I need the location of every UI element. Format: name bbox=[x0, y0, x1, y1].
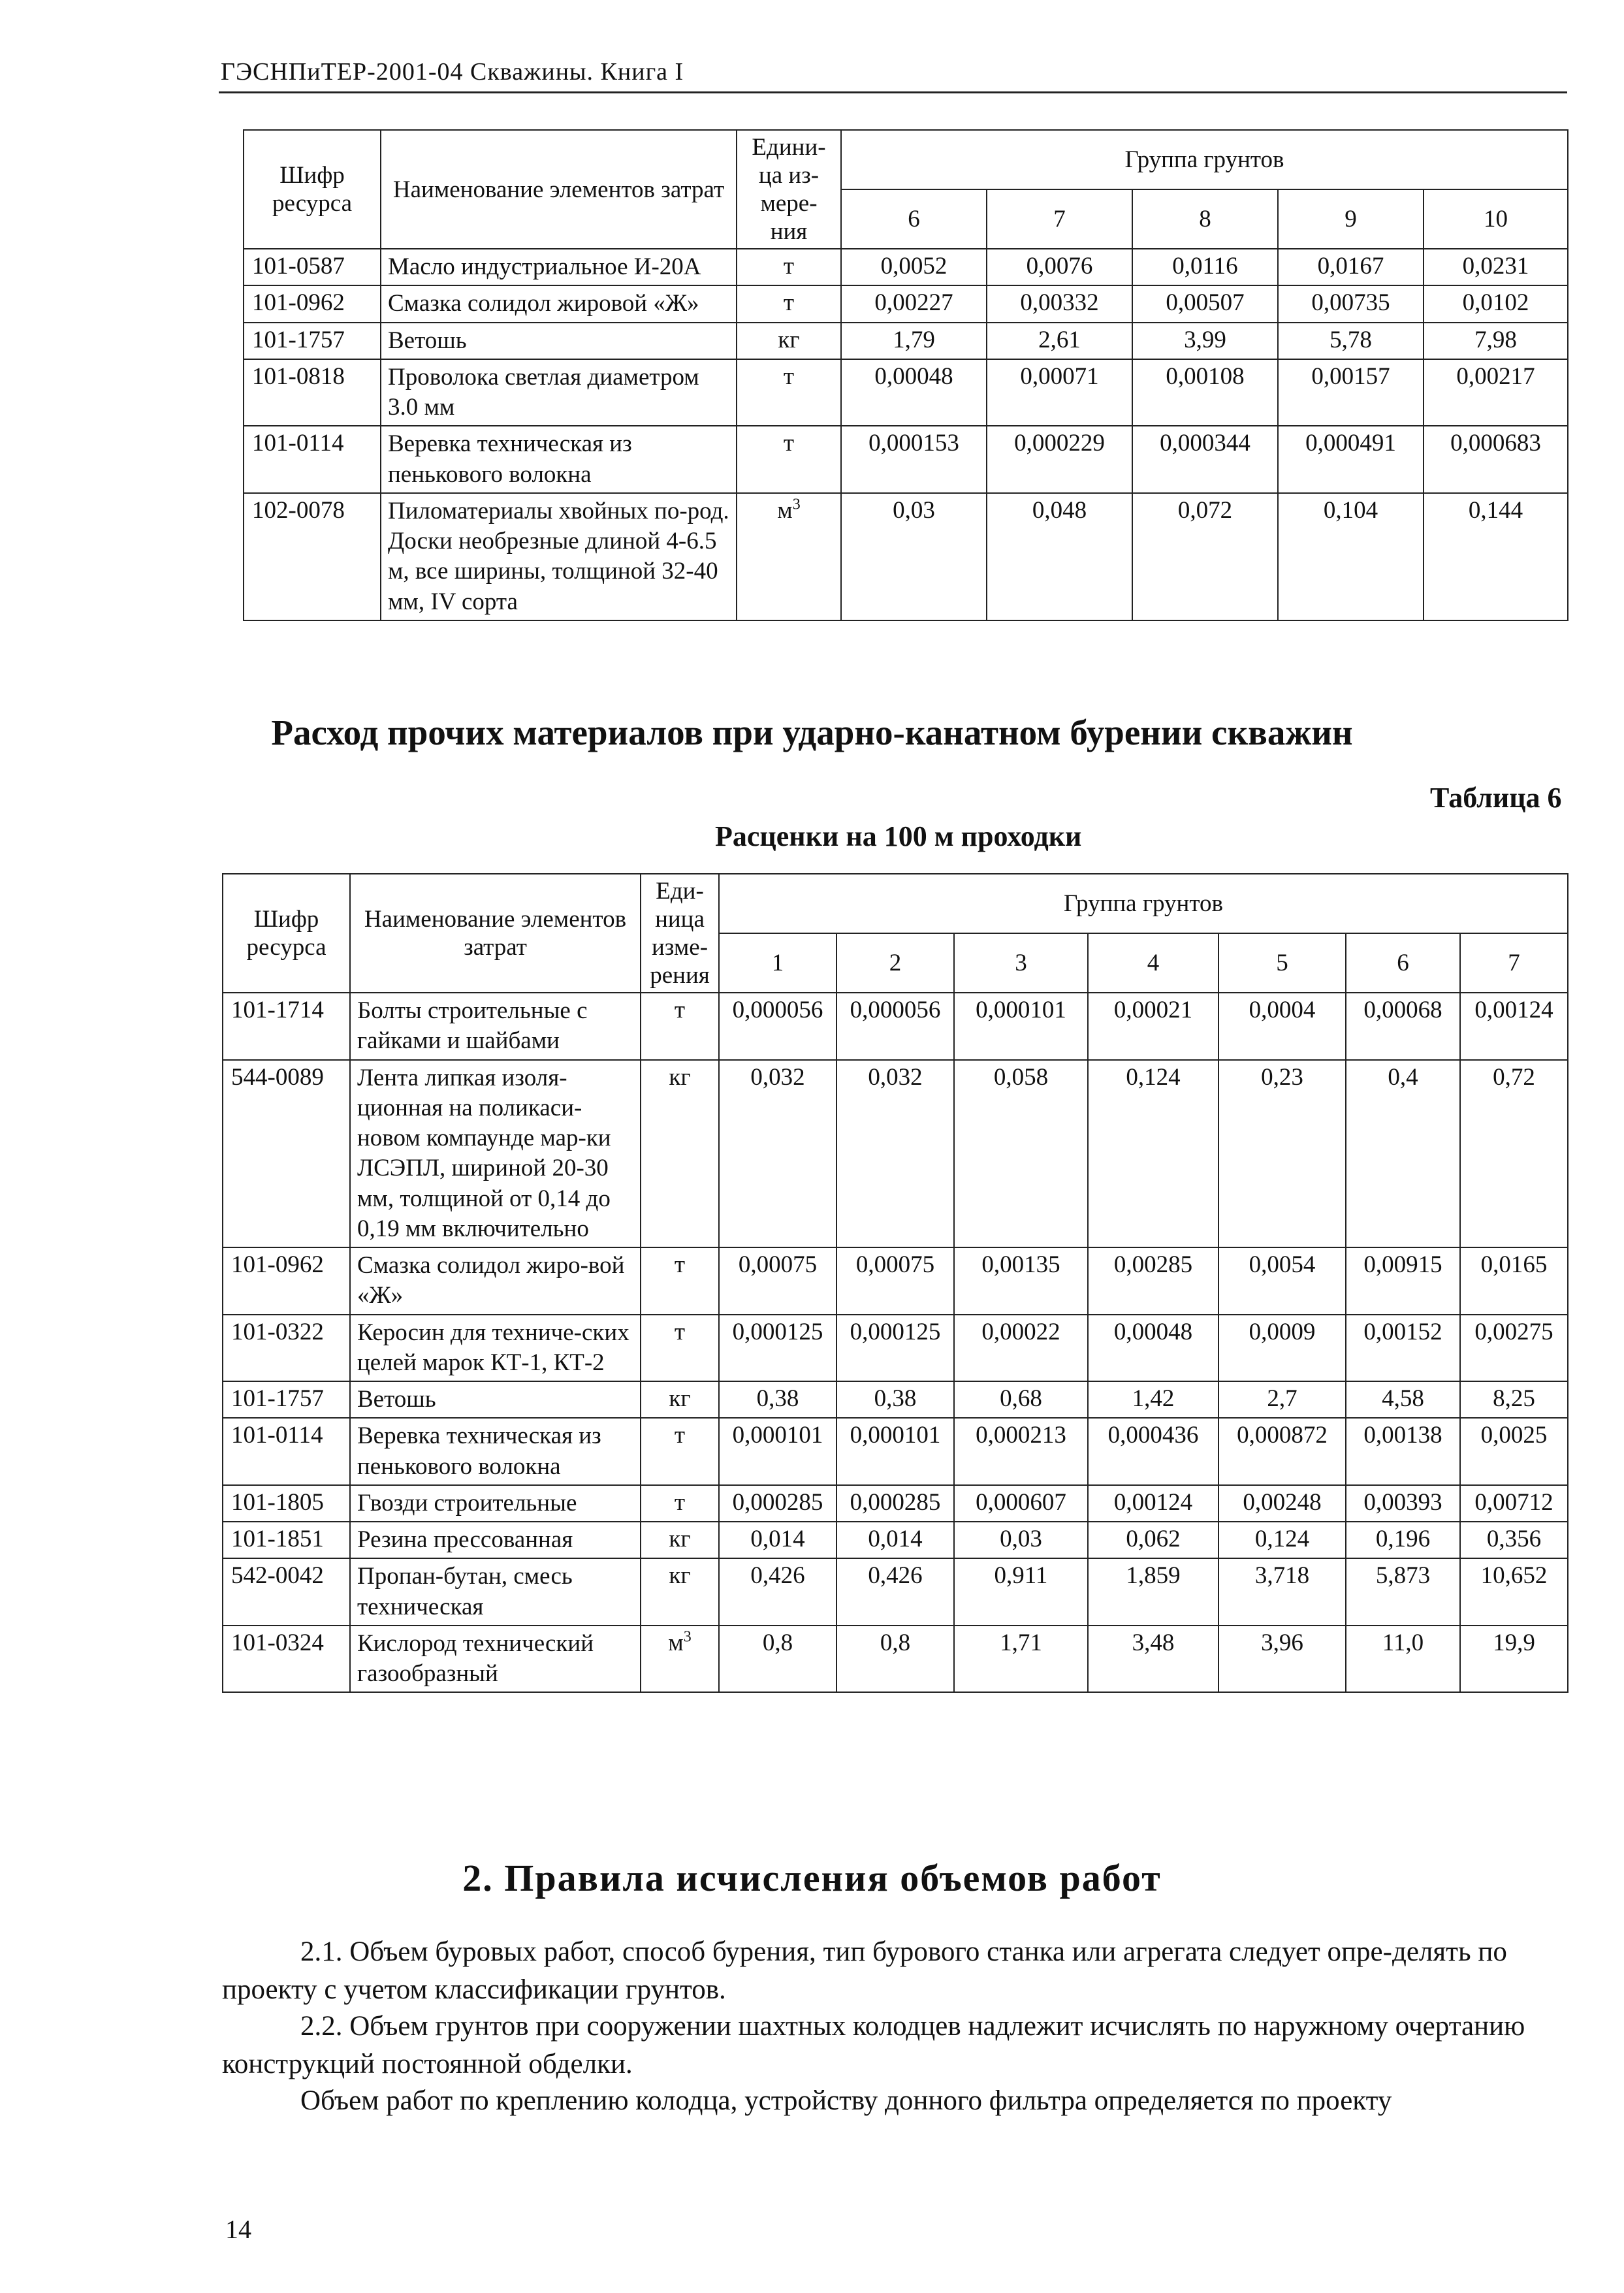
table-row bbox=[244, 426, 1568, 493]
value-cell: 0,196 bbox=[1346, 1522, 1460, 1558]
value-cell: 0,000683 bbox=[1424, 426, 1568, 493]
value-cell: 0,014 bbox=[719, 1522, 836, 1558]
materials-table-2 bbox=[222, 873, 1568, 1693]
header-rule bbox=[219, 91, 1567, 93]
value-cell: 0,00152 bbox=[1346, 1315, 1460, 1382]
value-cell: 0,00285 bbox=[1088, 1247, 1218, 1315]
value-cell: 1,859 bbox=[1088, 1558, 1218, 1626]
value-cell: 0,00075 bbox=[836, 1247, 954, 1315]
unit-text: кг bbox=[669, 1526, 691, 1552]
header-code: Шифр ресурса bbox=[223, 874, 350, 993]
value-cell: 1,42 bbox=[1088, 1381, 1218, 1418]
resource-code: 101-1851 bbox=[223, 1522, 350, 1558]
unit-cell bbox=[641, 993, 719, 1060]
value-cell: 0,032 bbox=[719, 1060, 836, 1248]
value-cell: 5,873 bbox=[1346, 1558, 1460, 1626]
header-group-col: 10 bbox=[1424, 189, 1568, 249]
resource-name: Гвозди строительные bbox=[350, 1485, 641, 1522]
resource-name: Ветошь bbox=[381, 323, 737, 359]
unit-text: т bbox=[674, 1422, 686, 1449]
header-group-col: 5 bbox=[1218, 933, 1346, 993]
unit-text: м bbox=[777, 496, 793, 524]
value-cell: 0,00227 bbox=[841, 285, 987, 322]
unit-cell bbox=[641, 1522, 719, 1558]
header-group-col: 7 bbox=[987, 189, 1132, 249]
value-cell: 1,71 bbox=[954, 1626, 1088, 1693]
value-cell: 0,00275 bbox=[1460, 1315, 1568, 1382]
unit-text: т bbox=[783, 289, 795, 317]
resource-name: Ветошь bbox=[350, 1381, 641, 1418]
value-cell: 0,00138 bbox=[1346, 1418, 1460, 1485]
unit-text: кг bbox=[778, 326, 800, 353]
resource-code: 101-1757 bbox=[223, 1381, 350, 1418]
value-cell: 0,144 bbox=[1424, 493, 1568, 620]
unit-cell bbox=[641, 1060, 719, 1248]
section-heading: Расход прочих материалов при ударно-канатном бурении скважин bbox=[271, 713, 1353, 752]
value-cell: 0,00393 bbox=[1346, 1485, 1460, 1522]
value-cell: 0,00124 bbox=[1460, 993, 1568, 1060]
value-cell: 0,0076 bbox=[987, 249, 1132, 285]
resource-name: Веревка техническая из пенькового волокна bbox=[350, 1418, 641, 1485]
unit-text: м bbox=[668, 1629, 684, 1656]
value-cell: 8,25 bbox=[1460, 1381, 1568, 1418]
header-group-col: 6 bbox=[1346, 933, 1460, 993]
value-cell: 0,38 bbox=[719, 1381, 836, 1418]
value-cell: 0,000607 bbox=[954, 1485, 1088, 1522]
unit-superscript: 3 bbox=[683, 1628, 692, 1646]
unit-cell bbox=[641, 1485, 719, 1522]
value-cell: 0,000056 bbox=[719, 993, 836, 1060]
section2-heading: 2. Правила исчисления объемов работ bbox=[462, 1857, 1162, 1899]
value-cell: 0,000101 bbox=[954, 993, 1088, 1060]
value-cell: 4,58 bbox=[1346, 1381, 1460, 1418]
value-cell: 0,8 bbox=[719, 1626, 836, 1693]
unit-cell bbox=[737, 359, 841, 426]
header-group-col: 3 bbox=[954, 933, 1088, 993]
unit-text: т bbox=[783, 362, 795, 390]
resource-name: Пиломатериалы хвойных по-род. Доски необрезные длиной 4-6.5 м, все ширины, толщиной 32-40 мм, IV сорта bbox=[381, 493, 737, 620]
value-cell: 0,0052 bbox=[841, 249, 987, 285]
table-row bbox=[244, 285, 1568, 322]
value-cell: 0,000436 bbox=[1088, 1418, 1218, 1485]
unit-text: т bbox=[783, 253, 795, 280]
resource-code: 101-0114 bbox=[244, 426, 381, 493]
resource-code: 101-1714 bbox=[223, 993, 350, 1060]
value-cell: 0,38 bbox=[836, 1381, 954, 1418]
value-cell: 0,0116 bbox=[1132, 249, 1278, 285]
value-cell: 0,032 bbox=[836, 1060, 954, 1248]
header-group-col: 1 bbox=[719, 933, 836, 993]
table-row bbox=[244, 323, 1568, 359]
value-cell: 0,0102 bbox=[1424, 285, 1568, 322]
table-row bbox=[244, 493, 1568, 620]
paragraph: 2.1. Объем буровых работ, способ бурения, тип бурового станка или агрегата следует опре-делять по проекту с учетом классификации грунтов. bbox=[222, 1936, 1507, 2005]
value-cell: 0,124 bbox=[1088, 1060, 1218, 1248]
value-cell: 0,000344 bbox=[1132, 426, 1278, 493]
unit-cell bbox=[737, 426, 841, 493]
value-cell: 3,48 bbox=[1088, 1626, 1218, 1693]
resource-code: 101-1757 bbox=[244, 323, 381, 359]
value-cell: 0,356 bbox=[1460, 1522, 1568, 1558]
resource-code: 101-0322 bbox=[223, 1315, 350, 1382]
value-cell: 0,72 bbox=[1460, 1060, 1568, 1248]
value-cell: 0,072 bbox=[1132, 493, 1278, 620]
value-cell: 0,00021 bbox=[1088, 993, 1218, 1060]
header-group-col: 2 bbox=[836, 933, 954, 993]
resource-code: 544-0089 bbox=[223, 1060, 350, 1248]
unit-cell bbox=[641, 1315, 719, 1382]
value-cell: 0,000056 bbox=[836, 993, 954, 1060]
value-cell: 0,000285 bbox=[719, 1485, 836, 1522]
value-cell: 7,98 bbox=[1424, 323, 1568, 359]
value-cell: 0,0004 bbox=[1218, 993, 1346, 1060]
table-label: Таблица 6 bbox=[1430, 782, 1562, 814]
resource-code: 101-0587 bbox=[244, 249, 381, 285]
unit-cell bbox=[641, 1418, 719, 1485]
header-soil-group: Группа грунтов bbox=[719, 874, 1568, 933]
resource-code: 101-0114 bbox=[223, 1418, 350, 1485]
unit-cell bbox=[737, 249, 841, 285]
value-cell: 0,000229 bbox=[987, 426, 1132, 493]
value-cell: 0,0231 bbox=[1424, 249, 1568, 285]
value-cell: 0,911 bbox=[954, 1558, 1088, 1626]
resource-code: 102-0078 bbox=[244, 493, 381, 620]
materials-table-1 bbox=[243, 129, 1568, 621]
table-row bbox=[223, 1522, 1568, 1558]
value-cell: 0,426 bbox=[836, 1558, 954, 1626]
unit-cell bbox=[737, 493, 841, 620]
value-cell: 0,000101 bbox=[836, 1418, 954, 1485]
value-cell: 0,000125 bbox=[719, 1315, 836, 1382]
resource-name: Масло индустриальное И-20А bbox=[381, 249, 737, 285]
value-cell: 0,00071 bbox=[987, 359, 1132, 426]
unit-cell bbox=[641, 1381, 719, 1418]
paragraph: Объем работ по креплению колодца, устройству донного фильтра определяется по проекту bbox=[300, 2085, 1392, 2116]
paragraph: 2.2. Объем грунтов при сооружении шахтных колодцев надлежит исчислять по наружному очертанию конструкций постоянной обделки. bbox=[222, 2011, 1525, 2079]
unit-text: кг bbox=[669, 1063, 691, 1091]
table-row bbox=[244, 359, 1568, 426]
value-cell: 2,7 bbox=[1218, 1381, 1346, 1418]
resource-name: Керосин для техниче-ских целей марок КТ-1, КТ-2 bbox=[350, 1315, 641, 1382]
unit-text: т bbox=[674, 1488, 686, 1516]
value-cell: 0,00712 bbox=[1460, 1485, 1568, 1522]
value-cell: 3,718 bbox=[1218, 1558, 1346, 1626]
table-row bbox=[223, 1626, 1568, 1693]
table-row bbox=[223, 1558, 1568, 1626]
value-cell: 0,058 bbox=[954, 1060, 1088, 1248]
value-cell: 0,03 bbox=[954, 1522, 1088, 1558]
value-cell: 0,00068 bbox=[1346, 993, 1460, 1060]
unit-text: т bbox=[674, 997, 686, 1023]
value-cell: 0,124 bbox=[1218, 1522, 1346, 1558]
value-cell: 0,23 bbox=[1218, 1060, 1346, 1248]
resource-code: 101-0962 bbox=[223, 1247, 350, 1315]
unit-superscript: 3 bbox=[792, 496, 801, 513]
header-group-col: 4 bbox=[1088, 933, 1218, 993]
unit-text: т bbox=[674, 1251, 686, 1278]
value-cell: 0,00248 bbox=[1218, 1485, 1346, 1522]
value-cell: 0,00108 bbox=[1132, 359, 1278, 426]
table-row bbox=[223, 1418, 1568, 1485]
value-cell: 0,00217 bbox=[1424, 359, 1568, 426]
header-name: Наименование элементов затрат bbox=[381, 130, 737, 249]
table-row bbox=[223, 1247, 1568, 1315]
header-unit: Еди-ница изме-рения bbox=[641, 874, 719, 993]
header-group-col: 7 bbox=[1460, 933, 1568, 993]
value-cell: 0,104 bbox=[1278, 493, 1424, 620]
unit-cell bbox=[737, 323, 841, 359]
value-cell: 0,048 bbox=[987, 493, 1132, 620]
page-number: 14 bbox=[225, 2215, 251, 2244]
resource-code: 101-0962 bbox=[244, 285, 381, 322]
resource-name: Проволока светлая диаметром 3.0 мм bbox=[381, 359, 737, 426]
resource-code: 101-0324 bbox=[223, 1626, 350, 1693]
value-cell: 10,652 bbox=[1460, 1558, 1568, 1626]
value-cell: 0,68 bbox=[954, 1381, 1088, 1418]
value-cell: 0,00124 bbox=[1088, 1485, 1218, 1522]
table-row bbox=[223, 1315, 1568, 1382]
value-cell: 0,00022 bbox=[954, 1315, 1088, 1382]
value-cell: 0,00075 bbox=[719, 1247, 836, 1315]
value-cell: 0,000213 bbox=[954, 1418, 1088, 1485]
resource-name: Резина прессованная bbox=[350, 1522, 641, 1558]
header-code: Шифр ресурса bbox=[244, 130, 381, 249]
table-row bbox=[223, 1060, 1568, 1248]
value-cell: 0,00507 bbox=[1132, 285, 1278, 322]
value-cell: 2,61 bbox=[987, 323, 1132, 359]
value-cell: 0,0025 bbox=[1460, 1418, 1568, 1485]
resource-code: 101-0818 bbox=[244, 359, 381, 426]
value-cell: 0,00135 bbox=[954, 1247, 1088, 1315]
header-unit: Едини-ца из-мере-ния bbox=[737, 130, 841, 249]
value-cell: 0,00332 bbox=[987, 285, 1132, 322]
unit-cell bbox=[737, 285, 841, 322]
value-cell: 0,00915 bbox=[1346, 1247, 1460, 1315]
value-cell: 0,0054 bbox=[1218, 1247, 1346, 1315]
unit-cell bbox=[641, 1247, 719, 1315]
value-cell: 0,4 bbox=[1346, 1060, 1460, 1248]
table-row bbox=[223, 993, 1568, 1060]
value-cell: 0,00735 bbox=[1278, 285, 1424, 322]
resource-name: Смазка солидол жиро-вой «Ж» bbox=[350, 1247, 641, 1315]
value-cell: 0,03 bbox=[841, 493, 987, 620]
unit-text: кг bbox=[669, 1385, 691, 1412]
value-cell: 3,99 bbox=[1132, 323, 1278, 359]
value-cell: 1,79 bbox=[841, 323, 987, 359]
value-cell: 3,96 bbox=[1218, 1626, 1346, 1693]
value-cell: 0,000101 bbox=[719, 1418, 836, 1485]
resource-name: Лента липкая изоля-ционная на поликаси-новом компаунде мар-ки ЛСЭПЛ, шириной 20-30 мм, толщиной от 0,14 до 0,19 мм включительно bbox=[350, 1060, 641, 1248]
resource-name: Веревка техническая из пенькового волокна bbox=[381, 426, 737, 493]
resource-code: 101-1805 bbox=[223, 1485, 350, 1522]
value-cell: 0,00157 bbox=[1278, 359, 1424, 426]
value-cell: 0,8 bbox=[836, 1626, 954, 1693]
running-header: ГЭСНПиТЕР-2001-04 Скважины. Книга I bbox=[221, 58, 684, 86]
table-row bbox=[223, 1381, 1568, 1418]
value-cell: 0,00048 bbox=[1088, 1315, 1218, 1382]
resource-code: 542-0042 bbox=[223, 1558, 350, 1626]
unit-cell bbox=[641, 1558, 719, 1626]
value-cell: 0,0167 bbox=[1278, 249, 1424, 285]
value-cell: 0,000125 bbox=[836, 1315, 954, 1382]
unit-cell bbox=[641, 1626, 719, 1693]
value-cell: 0,000491 bbox=[1278, 426, 1424, 493]
value-cell: 0,0009 bbox=[1218, 1315, 1346, 1382]
value-cell: 11,0 bbox=[1346, 1626, 1460, 1693]
header-group-col: 6 bbox=[841, 189, 987, 249]
value-cell: 19,9 bbox=[1460, 1626, 1568, 1693]
value-cell: 5,78 bbox=[1278, 323, 1424, 359]
value-cell: 0,000285 bbox=[836, 1485, 954, 1522]
header-group-col: 8 bbox=[1132, 189, 1278, 249]
header-group-col: 9 bbox=[1278, 189, 1424, 249]
header-name: Наименование элементов затрат bbox=[350, 874, 641, 993]
value-cell: 0,00048 bbox=[841, 359, 987, 426]
resource-name: Смазка солидол жировой «Ж» bbox=[381, 285, 737, 322]
table-row bbox=[223, 1485, 1568, 1522]
value-cell: 0,0165 bbox=[1460, 1247, 1568, 1315]
resource-name: Пропан-бутан, смесь техническая bbox=[350, 1558, 641, 1626]
value-cell: 0,062 bbox=[1088, 1522, 1218, 1558]
unit-text: т bbox=[783, 430, 795, 457]
unit-text: кг bbox=[669, 1562, 691, 1590]
unit-text: т bbox=[674, 1318, 686, 1345]
value-cell: 0,426 bbox=[719, 1558, 836, 1626]
table-row bbox=[244, 249, 1568, 285]
resource-name: Болты строительные с гайками и шайбами bbox=[350, 993, 641, 1060]
value-cell: 0,000153 bbox=[841, 426, 987, 493]
rate-label: Расценки на 100 м проходки bbox=[715, 820, 1082, 852]
header-soil-group: Группа грунтов bbox=[841, 130, 1568, 189]
value-cell: 0,014 bbox=[836, 1522, 954, 1558]
resource-name: Кислород технический газообразный bbox=[350, 1626, 641, 1693]
value-cell: 0,000872 bbox=[1218, 1418, 1346, 1485]
